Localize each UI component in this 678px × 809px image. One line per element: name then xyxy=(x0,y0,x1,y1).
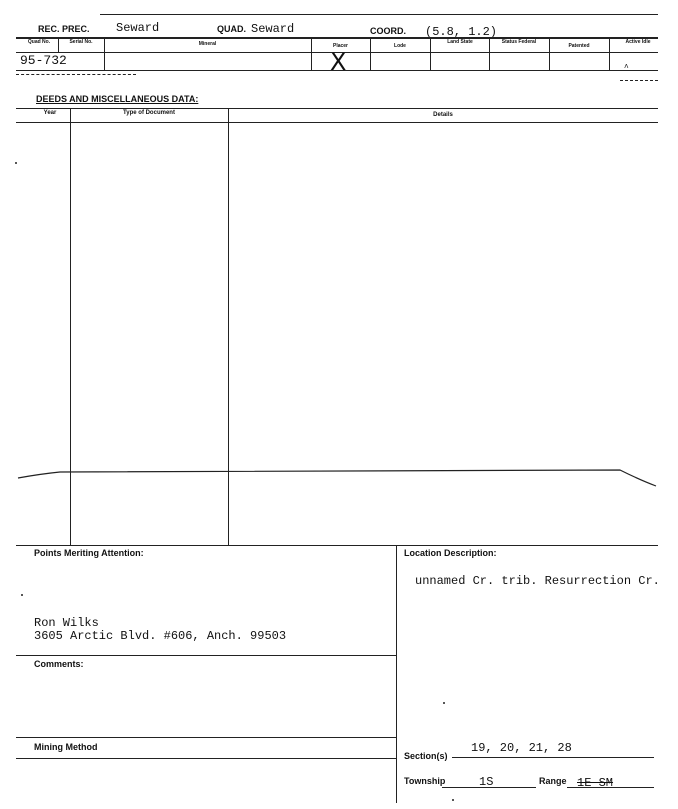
table-underline-right xyxy=(620,80,658,81)
col-placer: Placer xyxy=(332,43,348,49)
mining-bottom-rule xyxy=(16,758,396,759)
page-fold-line xyxy=(0,466,678,496)
sections-value: 19, 20, 21, 28 xyxy=(471,741,572,755)
contact-address: 3605 Arctic Blvd. #606, Anch. 99503 xyxy=(34,629,287,643)
coord-value: (5.8, 1.2) xyxy=(425,25,498,39)
deeds-title: DEEDS AND MISCELLANEOUS DATA: xyxy=(36,94,199,104)
stray-dot xyxy=(443,702,445,704)
stray-dot xyxy=(452,799,454,801)
location-text: unnamed Cr. trib. Resurrection Cr. xyxy=(415,574,660,588)
deeds-top-rule xyxy=(16,108,658,109)
col-divider xyxy=(430,37,431,71)
col-quad-no: Quad No. xyxy=(27,39,51,45)
col-status-federal: Status Federal xyxy=(501,39,537,45)
col-patented: Patented xyxy=(568,43,590,49)
col-divider xyxy=(549,37,550,71)
col-divider xyxy=(58,37,59,53)
table-underline xyxy=(16,74,136,75)
col-divider xyxy=(311,37,312,71)
col-divider xyxy=(489,37,490,71)
mining-method-label: Mining Method xyxy=(34,742,98,752)
bottom-section-rule xyxy=(16,545,658,546)
quad-value: Seward xyxy=(251,22,295,36)
stray-dot xyxy=(21,594,23,596)
coord-label: COORD. xyxy=(370,26,406,36)
col-lode: Lode xyxy=(394,43,406,49)
township-value: 1S xyxy=(479,775,494,789)
points-label: Points Meriting Attention: xyxy=(34,548,144,558)
township-label: Township xyxy=(404,776,446,786)
quad-label: QUAD. xyxy=(217,24,246,34)
sections-underline xyxy=(452,757,654,758)
col-divider xyxy=(370,37,371,71)
col-year: Year xyxy=(43,110,57,116)
col-mineral: Mineral xyxy=(198,41,217,47)
placer-check-mark: X xyxy=(330,48,347,76)
col-divider xyxy=(609,37,610,71)
sections-label: Section(s) xyxy=(404,751,448,761)
range-value: 1E SM xyxy=(577,776,614,790)
col-details: Details xyxy=(433,112,453,118)
mining-rule xyxy=(16,737,396,738)
bottom-divider xyxy=(396,545,397,803)
rec-prec-label: REC. PREC. xyxy=(38,24,90,34)
deeds-header-rule xyxy=(16,122,658,123)
quad-no-value: 95-732 xyxy=(20,53,67,68)
location-label: Location Description: xyxy=(404,548,497,558)
table-top-rule xyxy=(16,37,658,39)
col-land-state: Land State xyxy=(447,39,473,45)
rec-prec-value: Seward xyxy=(116,21,160,35)
col-active-idle: Active Idle xyxy=(625,39,651,45)
col-serial-no: Serial No. xyxy=(69,39,93,45)
contact-name: Ron Wilks xyxy=(34,616,99,630)
range-label: Range xyxy=(539,776,567,786)
tick-mark: ˄ xyxy=(624,62,629,71)
comments-rule xyxy=(16,655,396,656)
stray-dot xyxy=(15,162,17,164)
col-type-of-document: Type of Document xyxy=(123,110,175,116)
header-top-rule xyxy=(100,14,658,15)
comments-label: Comments: xyxy=(34,659,84,669)
